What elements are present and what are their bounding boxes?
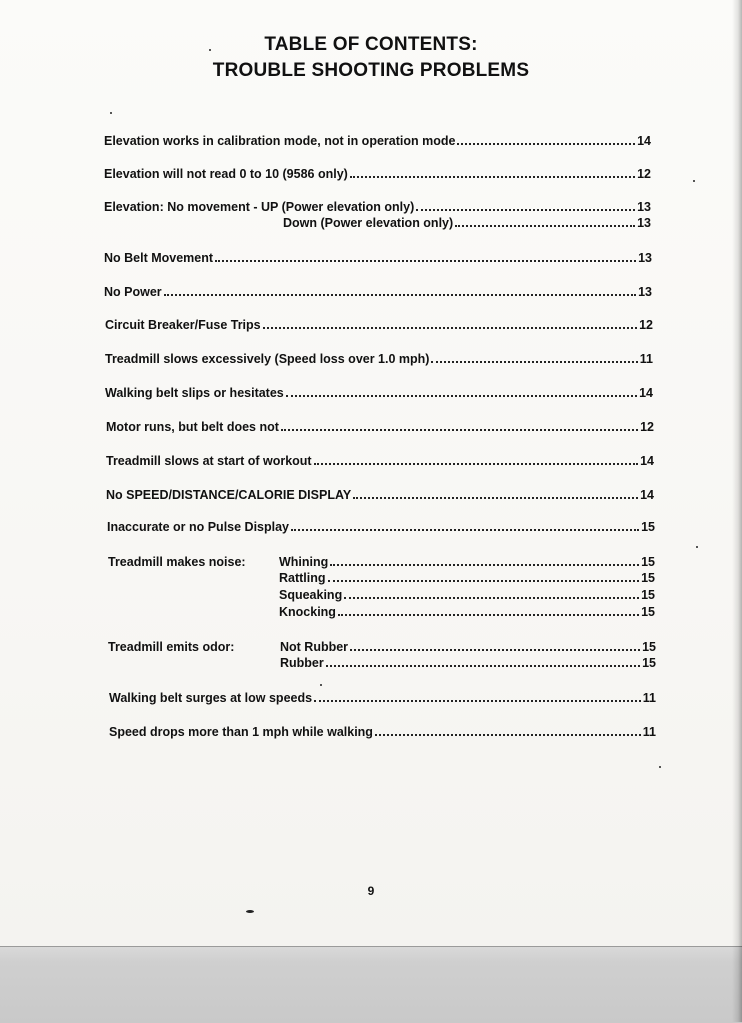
scan-speck (693, 180, 695, 182)
leader-dots (281, 429, 638, 431)
toc-entry-page: 13 (638, 251, 652, 265)
toc-entry (283, 216, 651, 230)
scan-speck (659, 766, 661, 768)
toc-entry-label: Down (Power elevation only) (283, 216, 454, 230)
leader-dots (416, 209, 635, 211)
leader-dots (344, 597, 639, 599)
toc-entry-page: 11 (642, 691, 656, 705)
leader-dots (350, 649, 640, 651)
toc-entry-label: Motor runs, but belt does not (106, 420, 279, 434)
noise-group-label: Treadmill makes noise: (108, 555, 246, 569)
toc-subentry-page: 15 (641, 571, 655, 585)
scanner-background (0, 946, 742, 1023)
toc-entry-label: Elevation works in calibration mode, not in operation mode (104, 134, 456, 148)
toc-entry-page: 12 (640, 420, 654, 434)
toc-subentry-label: Rubber (280, 656, 324, 670)
toc-entry-page: 13 (638, 285, 652, 299)
leader-dots (431, 361, 637, 363)
toc-entry-label: Speed drops more than 1 mph while walking (109, 725, 373, 739)
page-title-line-1: TABLE OF CONTENTS: (264, 34, 478, 55)
toc-entry (105, 318, 653, 332)
leader-dots (455, 225, 635, 227)
toc-entry (104, 134, 651, 148)
toc-entry (109, 725, 656, 739)
toc-subentry-page: 15 (642, 656, 656, 670)
leader-dots (291, 529, 639, 531)
toc-entry-label: Elevation: No movement - UP (Power elevation only) (104, 200, 415, 214)
toc-entry (105, 386, 653, 400)
toc-subentry-label: Whining (279, 555, 329, 569)
toc-entry-page: 14 (640, 488, 654, 502)
scan-speck (110, 112, 112, 114)
leader-dots (457, 143, 635, 145)
toc-entry-page: 11 (642, 725, 656, 739)
toc-entry (109, 691, 656, 705)
leader-dots (314, 463, 638, 465)
leader-dots (164, 294, 636, 296)
toc-entry-page: 12 (637, 167, 651, 181)
leader-dots (330, 564, 639, 566)
toc-entry-label: Treadmill slows excessively (Speed loss over 1.0 mph) (105, 352, 430, 366)
toc-subentry-label: Not Rubber (280, 640, 349, 654)
toc-entry (107, 520, 655, 534)
scan-speck (696, 546, 698, 548)
toc-entry-page: 14 (640, 454, 654, 468)
leader-dots (338, 614, 639, 616)
toc-subentry (279, 571, 655, 585)
toc-subentry-label: Squeaking (279, 588, 343, 602)
toc-entry-page: 14 (639, 386, 653, 400)
toc-entry-label: Circuit Breaker/Fuse Trips (105, 318, 261, 332)
toc-entry-page: 11 (639, 352, 653, 366)
page-title-line-2: TROUBLE SHOOTING PROBLEMS (212, 60, 530, 81)
leader-dots (314, 700, 641, 702)
toc-entry-label: No Belt Movement (104, 251, 214, 265)
toc-subentry-page: 15 (641, 605, 655, 619)
toc-subentry-page: 15 (641, 555, 655, 569)
toc-entry-label: Inaccurate or no Pulse Display (107, 520, 290, 534)
leader-dots (286, 395, 637, 397)
page-number: 9 (367, 884, 375, 898)
leader-dots (326, 665, 640, 667)
leader-dots (375, 734, 641, 736)
toc-entry (106, 454, 654, 468)
toc-entry-page: 13 (637, 200, 651, 214)
toc-subentry-label: Rattling (279, 571, 326, 585)
toc-entry-label: No SPEED/DISTANCE/CALORIE DISPLAY (106, 488, 352, 502)
toc-entry (105, 352, 653, 366)
leader-dots (263, 327, 637, 329)
toc-subentry (279, 555, 655, 569)
leader-dots (350, 176, 635, 178)
toc-entry (104, 200, 651, 214)
toc-subentry (279, 605, 655, 619)
toc-entry (106, 420, 654, 434)
toc-entry-label: Elevation will not read 0 to 10 (9586 only) (104, 167, 348, 181)
toc-entry (104, 167, 651, 181)
toc-entry-label: No Power (104, 285, 162, 299)
odor-group-label: Treadmill emits odor: (108, 640, 235, 654)
toc-entry-label: Treadmill slows at start of workout (106, 454, 312, 468)
toc-entry (104, 251, 652, 265)
toc-entry-page: 15 (641, 520, 655, 534)
toc-subentry (279, 588, 655, 602)
scan-speck (209, 49, 211, 51)
leader-dots (353, 497, 638, 499)
scan-speck (320, 684, 322, 686)
toc-subentry-label: Knocking (279, 605, 336, 619)
leader-dots (215, 260, 636, 262)
toc-entry-page: 13 (637, 216, 651, 230)
toc-entry (104, 285, 652, 299)
toc-subentry (280, 656, 656, 670)
toc-entry-label: Walking belt surges at low speeds (109, 691, 313, 705)
toc-entry-label: Walking belt slips or hesitates (105, 386, 284, 400)
toc-subentry-page: 15 (642, 640, 656, 654)
scan-speck (246, 910, 254, 913)
toc-entry (106, 488, 654, 502)
toc-subentry-page: 15 (641, 588, 655, 602)
toc-entry-page: 12 (639, 318, 653, 332)
toc-entry-page: 14 (637, 134, 651, 148)
page-binding-shadow (732, 0, 742, 1022)
leader-dots (328, 580, 640, 582)
toc-subentry (280, 640, 656, 654)
